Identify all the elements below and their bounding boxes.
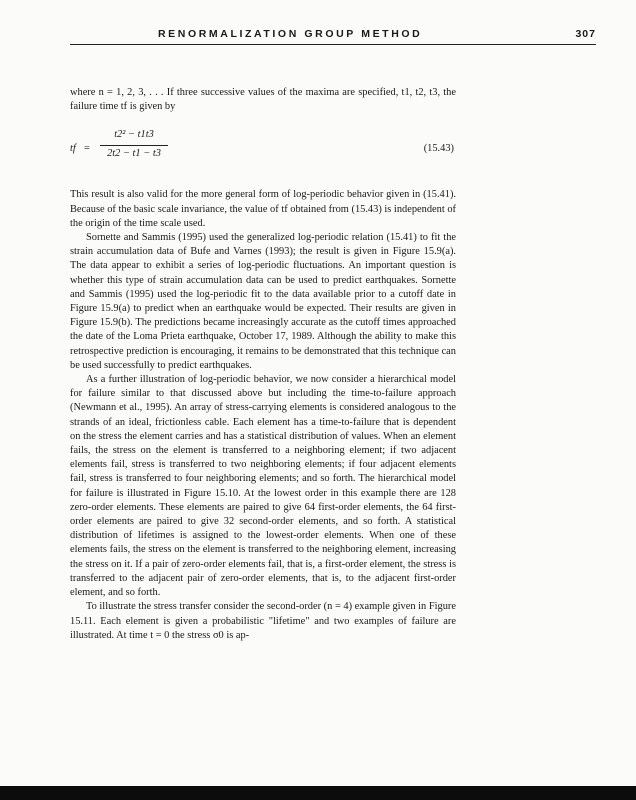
paragraph-log-periodic: This result is also valid for the more general form of log-periodic behavior given in (15.41). Because of the basic scale invariance, the value of tf obtained from (15.43) is independent of the origin of the time scale used. (70, 189, 456, 229)
paragraph-hierarchical-model: As a further illustration of log-periodic behavior, we now consider a hierarchical model for failure similar to that discussed above but including the time-to-failure approach (Newmann et al., 1995). An array of stress-carrying elements is considered analogous to the strands of an ideal, frictionless cable. Each element has a time-to-failure that is dependent on the stress the element carries and has a statistical distribution of values. When an element fails, the stress on the element is transferred to a neighboring element; if two adjacent elements fail, stress is transferred to two neighboring elements; if four adjacent elements fail, stress is transferred to four neighboring elements; and so forth. The hierarchical model for failure is illustrated in Figure 15.10. At the lowest order in this example there are 128 zero-order elements. These elements are paired to give 64 first-order elements, the 64 first-order elements are paired to give 32 second-order elements, and so forth. A statistical distribution of lifetimes is assigned to the lowest-order elements. When one of these elements fails, the stress on the element is transferred to the neighboring element, increasing the stress on it. If a pair of zero-order elements fail, that is, a first-order element, the stress is transferred to the adjacent pair of zero-order elements, that is, to the adjacent first-order element, and so forth. (70, 374, 456, 599)
paragraph-stress-transfer: To illustrate the stress transfer consider the second-order (n = 4) example given in Figure 15.11. Each element is given a probabilistic "lifetime" and two examples of failure are illustrated. At time t = 0 the stress σ0 is ap- (70, 601, 456, 641)
page-number: 307 (575, 28, 596, 40)
body-text (70, 86, 456, 643)
equation-equals: = (84, 143, 90, 155)
equation-lhs: tf (70, 143, 76, 155)
paragraph-sornette-sammis: Sornette and Sammis (1995) used the generalized log-periodic relation (15.41) to fit the strain accumulation data of Bufe and Varnes (1993); the result is given in Figure 15.9(a). The data appear to exhibit a series of log-periodic fluctuations. An important question is whether this type of strain accumulation data can be used to predict earthquakes. Sornette and Sammis (1995) used the log-periodic fit to the data available prior to a cutoff date in Figure 15.9(a) to predict when an earthquake would be expected. Their results are given in Figure 15.9(b). The predictions became increasingly accurate as the cutoff times approached the date of the Loma Prieta earthquake, October 17, 1989. Although the ability to make this retrospective prediction is encouraging, it remains to be demonstrated that this technique can be used successfully to predict earthquakes. (70, 232, 456, 371)
header-title: RENORMALIZATION GROUP METHOD (158, 28, 423, 40)
equation-numerator: t2² − t1t3 (114, 129, 154, 141)
intro-paragraph: where n = 1, 2, 3, . . . If three successive values of the maxima are specified, t1, t2, t3, the failure time tf is given by (70, 87, 456, 113)
scan-edge-bar (0, 786, 636, 800)
equation-denominator: 2t2 − t1 − t3 (107, 147, 161, 159)
fraction-bar (100, 145, 168, 146)
equation-fraction (100, 128, 168, 160)
equation-number: (15.43) (423, 143, 454, 155)
equation-15-43 (70, 124, 456, 178)
running-header (70, 28, 596, 45)
